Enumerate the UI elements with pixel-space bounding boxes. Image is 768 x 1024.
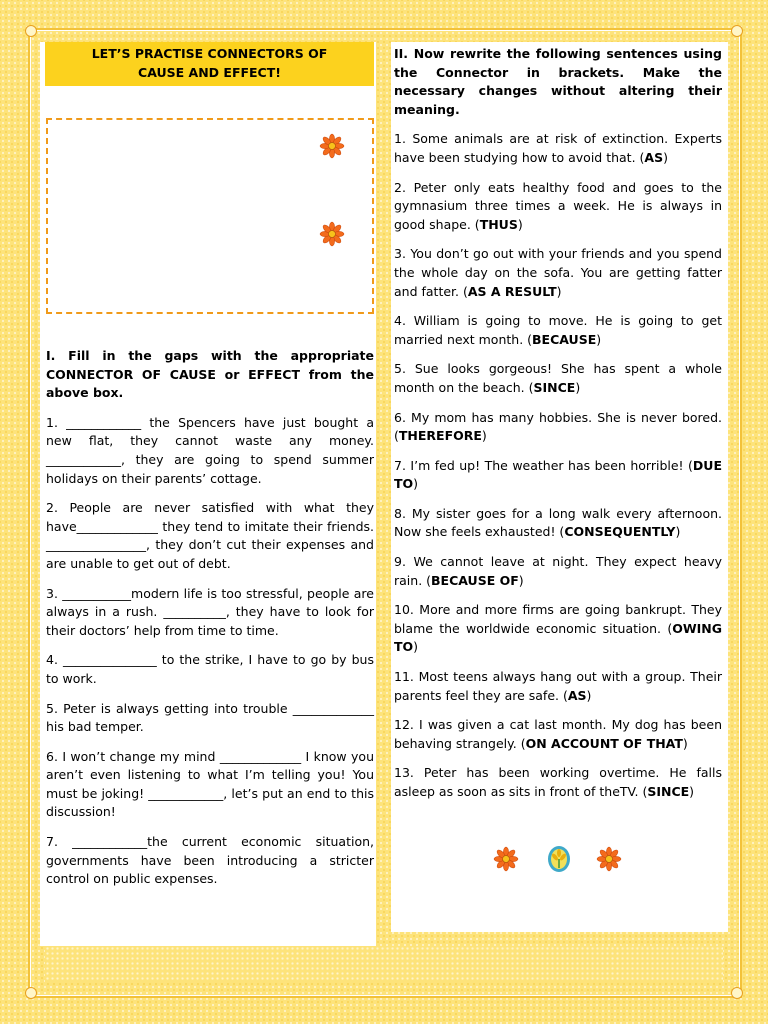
rewrite-item: 9. We cannot leave at night. They expect heavy rain. (BECAUSE OF) bbox=[394, 554, 722, 588]
rewrite-item: 13. Peter has been working overtime. He falls asleep as soon as sits in front of theTV. (SINCE) bbox=[394, 765, 722, 799]
rewrite-item: 4. William is going to move. He is going to get married next month. (BECAUSE) bbox=[394, 313, 722, 347]
rewrite-item: 6. My mom has many hobbies. She is never bored. (THEREFORE) bbox=[394, 409, 722, 444]
connector-keyword: BECAUSE bbox=[532, 331, 597, 347]
rewrite-item: 2. Peter only eats healthy food and goes to the gymnasium three times a week. He is always in good shape. (THUS) bbox=[394, 179, 722, 232]
worksheet-title bbox=[45, 42, 374, 86]
title-line-2: CAUSE AND EFFECT! bbox=[138, 65, 281, 80]
connector-keyword: ON ACCOUNT OF THAT bbox=[525, 735, 683, 751]
exercise-item: 7. ____________the current economic situation, governments have been introducing a stricter control on public expenses. bbox=[46, 834, 374, 887]
exercise-item: 6. I won’t change my mind _____________ I know you aren’t even listening to what I’m telling you! You must be joking! ____________, let’s put an end to this discussion! bbox=[46, 748, 374, 820]
exercise-item: 3. ___________modern life is too stressful, people are always in a rush. __________, they have to look for their doctors’ help from time to time. bbox=[46, 585, 374, 638]
title-line-1: LET’S PRACTISE CONNECTORS OF bbox=[91, 46, 328, 61]
connector-keyword: AS bbox=[567, 687, 587, 703]
connector-keyword: AS A RESULT bbox=[467, 283, 557, 299]
corner-ornament bbox=[731, 25, 743, 37]
connector-keyword: CONSEQUENTLY bbox=[564, 524, 676, 540]
connector-keyword: SINCE bbox=[533, 379, 576, 395]
section1-instruction: I. Fill in the gaps with the appropriate CONNECTOR OF CAUSE or EFFECT from the above box. bbox=[46, 348, 374, 401]
section-fill-gaps bbox=[46, 347, 374, 900]
rewrite-item: 5. Sue looks gorgeous! She has spent a whole month on the beach. (SINCE) bbox=[394, 361, 722, 395]
exercise-item: 2. People are never satisfied with what they have_____________ they tend to imitate their friends. ________________, they don’t cut their expenses and are unable to get out of debt. bbox=[46, 500, 374, 571]
connector-keyword: THEREFORE bbox=[398, 428, 482, 444]
rewrite-item: 8. My sister goes for a long walk every afternoon. Now she feels exhausted! (CONSEQUENTLY) bbox=[394, 505, 722, 540]
corner-ornament bbox=[731, 987, 743, 999]
corner-ornament bbox=[25, 987, 37, 999]
rewrite-item: 10. More and more firms are going bankrupt. They blame the worldwide economic situation. (OWING TO) bbox=[394, 602, 722, 655]
orange-flower-icon bbox=[319, 221, 345, 247]
connector-keyword: SINCE bbox=[647, 784, 690, 799]
orange-flower-icon bbox=[596, 846, 622, 872]
rewrite-item: 3. You don’t go out with your friends and you spend the whole day on the sofa. You are getting fatter and fatter. (AS A RESULT) bbox=[394, 246, 722, 299]
rewrite-item: 1. Some animals are at risk of extinction. Experts have been studying how to avoid that. (AS) bbox=[394, 131, 722, 165]
yellow-flower-badge-icon bbox=[546, 844, 572, 874]
orange-flower-icon bbox=[493, 846, 519, 872]
connector-keyword: THUS bbox=[479, 216, 518, 232]
exercise-item: 4. _______________ to the strike, I have to go by bus to work. bbox=[46, 652, 374, 686]
corner-ornament bbox=[25, 25, 37, 37]
rewrite-item: 11. Most teens always hang out with a group. Their parents feel they are safe. (AS) bbox=[394, 669, 722, 703]
section-rewrite bbox=[394, 45, 722, 813]
exercise-item: 1. ____________ the Spencers have just bought a new flat, they cannot waste any money. ____________, they are going to spend summer holidays on their parents’ cottage. bbox=[46, 414, 374, 486]
orange-flower-icon bbox=[319, 133, 345, 159]
connector-keyword: DUE TO bbox=[394, 457, 722, 492]
rewrite-item: 12. I was given a cat last month. My dog has been behaving strangely. (ON ACCOUNT OF THAT) bbox=[394, 717, 722, 751]
section2-instruction: II. Now rewrite the following sentences using the Connector in brackets. Make the necessary changes without altering their meaning. bbox=[394, 46, 722, 117]
exercise-item: 5. Peter is always getting into trouble _____________ his bad temper. bbox=[46, 700, 374, 735]
connector-keyword: BECAUSE OF bbox=[431, 572, 519, 588]
connector-keyword: AS bbox=[644, 149, 664, 165]
rewrite-item: 7. I’m fed up! The weather has been horrible! (DUE TO) bbox=[394, 457, 722, 492]
connector-keyword: OWING TO bbox=[394, 620, 722, 655]
bottom-decorative-strip bbox=[45, 946, 723, 982]
